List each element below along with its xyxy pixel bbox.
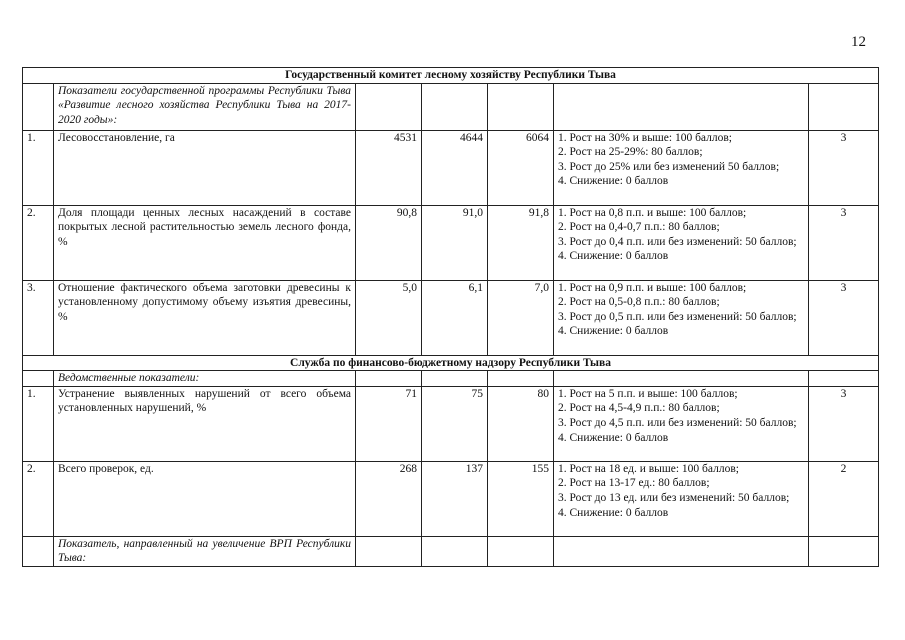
indicators-table — [22, 67, 879, 567]
page-number: 12 — [851, 34, 866, 50]
value-2: 75 — [422, 386, 488, 461]
empty-cell — [809, 536, 879, 566]
value-3: 7,0 — [488, 280, 554, 355]
criteria-line: 2. Рост на 0,5-0,8 п.п.: 80 баллов; — [558, 296, 720, 309]
section-subheading: Ведомственные показатели: — [54, 371, 356, 387]
empty-cell — [488, 83, 554, 130]
footer-heading: Показатель, направленный на увеличение ВРП Республики Тыва: — [54, 536, 356, 566]
criteria-line: 3. Рост до 0,4 п.п. или без изменений: 50 баллов; — [558, 235, 797, 248]
section-header-row — [23, 355, 879, 371]
criteria-line: 4. Снижение: 0 баллов — [558, 431, 669, 444]
section-header-row — [23, 68, 879, 84]
empty-cell — [356, 371, 422, 387]
empty-cell — [422, 536, 488, 566]
criteria-line: 4. Снижение: 0 баллов — [558, 250, 669, 263]
empty-cell — [554, 536, 809, 566]
criteria-line: 1. Рост на 18 ед. и выше: 100 баллов; — [558, 462, 739, 475]
empty-cell — [422, 83, 488, 130]
subheading-row — [23, 371, 879, 387]
score: 3 — [809, 130, 879, 205]
indicator-name: Отношение фактического объема заготовки древесины к установленному допустимому объему изъятия древесины, % — [54, 280, 356, 355]
criteria-line: 1. Рост на 0,8 п.п. и выше: 100 баллов; — [558, 206, 747, 219]
criteria-cell — [554, 386, 809, 461]
criteria-line: 1. Рост на 5 п.п. и выше: 100 баллов; — [558, 387, 738, 400]
row-number: 1. — [23, 386, 54, 461]
row-number: 1. — [23, 130, 54, 205]
empty-cell — [554, 83, 809, 130]
empty-cell — [356, 83, 422, 130]
table-row — [23, 280, 879, 355]
section-title: Государственный комитет лесному хозяйству Республики Тыва — [23, 68, 879, 84]
value-1: 5,0 — [356, 280, 422, 355]
indicator-name: Устранение выявленных нарушений от всего объема установленных нарушений, % — [54, 386, 356, 461]
table-row — [23, 130, 879, 205]
empty-cell — [554, 371, 809, 387]
value-1: 90,8 — [356, 205, 422, 280]
score: 3 — [809, 205, 879, 280]
value-2: 91,0 — [422, 205, 488, 280]
empty-cell — [488, 536, 554, 566]
criteria-line: 3. Рост до 4,5 п.п. или без изменений: 50 баллов; — [558, 416, 797, 429]
table-row — [23, 386, 879, 461]
subheading-row — [23, 83, 879, 130]
indicator-name: Лесовосстановление, га — [54, 130, 356, 205]
footer-heading-row — [23, 536, 879, 566]
row-number: 2. — [23, 461, 54, 536]
score: 2 — [809, 461, 879, 536]
indicator-name: Всего проверок, ед. — [54, 461, 356, 536]
criteria-cell — [554, 130, 809, 205]
criteria-line: 2. Рост на 4,5-4,9 п.п.: 80 баллов; — [558, 402, 720, 415]
criteria-line: 3. Рост до 13 ед. или без изменений: 50 баллов; — [558, 491, 790, 504]
criteria-line: 3. Рост до 0,5 п.п. или без изменений: 50 баллов; — [558, 310, 797, 323]
empty-cell — [809, 371, 879, 387]
row-number: 3. — [23, 280, 54, 355]
empty-cell — [23, 371, 54, 387]
criteria-line: 2. Рост на 13-17 ед.: 80 баллов; — [558, 477, 710, 490]
value-1: 4531 — [356, 130, 422, 205]
criteria-cell — [554, 280, 809, 355]
empty-cell — [23, 83, 54, 130]
table-row — [23, 461, 879, 536]
indicator-name: Доля площади ценных лесных насаждений в составе покрытых лесной растительностью земель лесного фонда, % — [54, 205, 356, 280]
value-1: 71 — [356, 386, 422, 461]
criteria-cell — [554, 461, 809, 536]
criteria-cell — [554, 205, 809, 280]
section-title: Служба по финансово-бюджетному надзору Республики Тыва — [23, 355, 879, 371]
value-2: 4644 — [422, 130, 488, 205]
criteria-line: 4. Снижение: 0 баллов — [558, 325, 669, 338]
value-2: 6,1 — [422, 280, 488, 355]
section-subheading: Показатели государственной программы Республики Тыва «Развитие лесного хозяйства Республики Тыва на 2017-2020 годы»: — [54, 83, 356, 130]
value-3: 155 — [488, 461, 554, 536]
row-number: 2. — [23, 205, 54, 280]
empty-cell — [488, 371, 554, 387]
empty-cell — [356, 536, 422, 566]
empty-cell — [422, 371, 488, 387]
criteria-line: 3. Рост до 25% или без изменений 50 баллов; — [558, 160, 780, 173]
score: 3 — [809, 386, 879, 461]
criteria-line: 4. Снижение: 0 баллов — [558, 175, 669, 188]
criteria-line: 4. Снижение: 0 баллов — [558, 506, 669, 519]
empty-cell — [23, 536, 54, 566]
value-2: 137 — [422, 461, 488, 536]
value-3: 80 — [488, 386, 554, 461]
score: 3 — [809, 280, 879, 355]
criteria-line: 2. Рост на 0,4-0,7 п.п.: 80 баллов; — [558, 221, 720, 234]
value-3: 6064 — [488, 130, 554, 205]
table-row — [23, 205, 879, 280]
value-3: 91,8 — [488, 205, 554, 280]
criteria-line: 1. Рост на 0,9 п.п. и выше: 100 баллов; — [558, 281, 747, 294]
empty-cell — [809, 83, 879, 130]
value-1: 268 — [356, 461, 422, 536]
criteria-line: 1. Рост на 30% и выше: 100 баллов; — [558, 131, 732, 144]
criteria-line: 2. Рост на 25-29%: 80 баллов; — [558, 146, 703, 159]
